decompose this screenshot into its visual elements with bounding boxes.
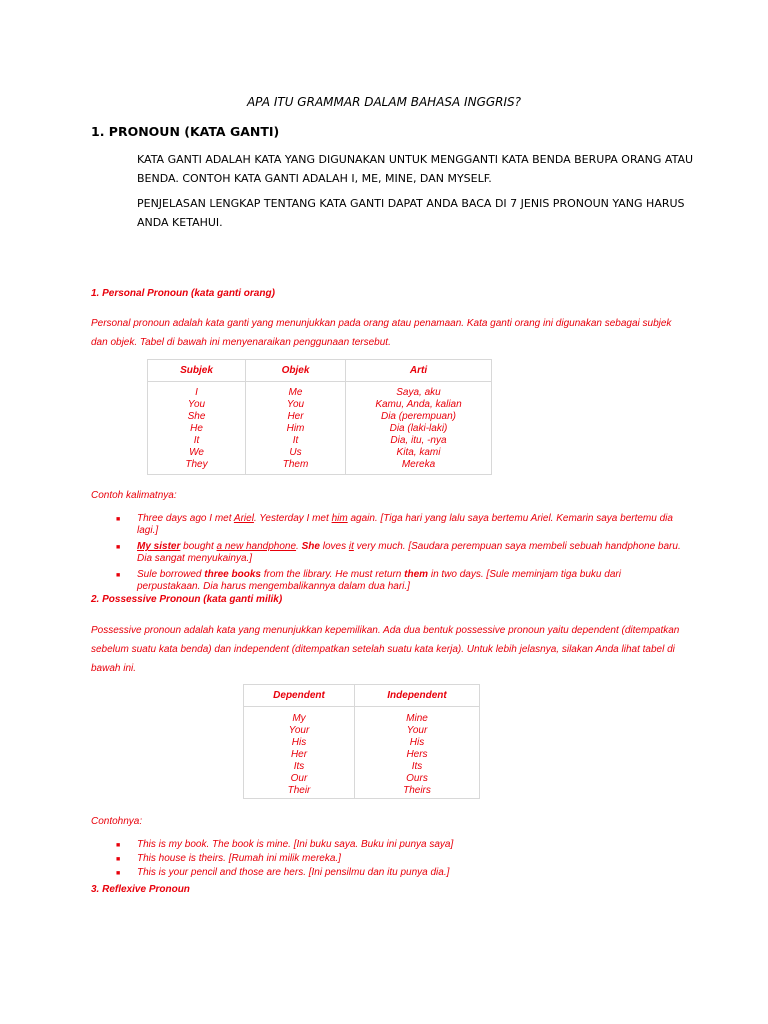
personal-pronoun-table [147,359,492,475]
examples-label: Contohnya: [91,816,143,827]
personal-examples-list [116,513,685,593]
possessive-pronoun-description: Possessive pronoun adalah kata yang menunjukkan kepemilikan. Ada dua bentuk possessive pronoun yaitu dependent (ditempatkan sebelum suatu kata benda) dan independent (ditempatkan setelah suatu kata kerja). Untuk lebih jelasnya, silakan Anda lihat tabel di bawah ini. [91,625,680,674]
personal-pronoun-description: Personal pronoun adalah kata ganti yang menunjukkan pada orang atau penamaan. Kata ganti orang ini digunakan sebagai subjek dan objek. Tabel di bawah ini menyenaraikan penggunaan tersebut. [91,318,672,348]
table-header: Dependent [244,685,355,707]
list-item: ■ Sule borrowed three books from the library. He must return them in two days. [Sule meminjam tiga buku dari perpustakaan. Dia harus mengembalikannya dalam dua hari.] [116,569,621,592]
bullet-icon: ■ [116,842,121,849]
table-cell-dependent: My Your His Her Its Our Their [244,707,355,799]
section-heading-pronoun: 1. PRONOUN (KATA GANTI) [91,124,280,139]
list-item: ■ Three days ago I met Ariel. Yesterday I met him again. [Tiga hari yang lalu saya bertemu Ariel. Kemarin saya bertemu dia lagi.] [116,513,673,536]
bullet-icon: ■ [116,572,121,579]
possessive-examples-list [116,839,685,879]
personal-pronoun-heading: 1. Personal Pronoun (kata ganti orang) [91,288,275,299]
list-item: ■ My sister bought a new handphone. She loves it very much. [Saudara perempuan saya membeli sebuah handphone baru. Dia sangat menyukainya.] [116,541,681,564]
bullet-icon: ■ [116,870,121,877]
bullet-icon: ■ [116,516,121,523]
table-cell-subjek: I You She He It We They [148,382,246,475]
possessive-pronoun-table [243,684,480,799]
table-cell-arti: Saya, aku Kamu, Anda, kalian Dia (perempuan) Dia (laki-laki) Dia, itu, -nya Kita, kami Mereka [346,382,492,475]
bullet-icon: ■ [116,856,121,863]
table-header: Subjek [148,360,246,382]
examples-label: Contoh kalimatnya: [91,490,177,501]
table-cell-independent: Mine Your His Hers Its Ours Theirs [355,707,480,799]
intro-paragraph: KATA GANTI ADALAH KATA YANG DIGUNAKAN UNTUK MENGGANTI KATA BENDA BERUPA ORANG ATAU BENDA. CONTOH KATA GANTI ADALAH I, ME, MINE, DAN MYSELF. [137,153,694,185]
table-header: Arti [346,360,492,382]
list-item: ■ This house is theirs. [Rumah ini milik mereka.] [116,853,341,864]
table-header: Independent [355,685,480,707]
list-item: ■ This is my book. The book is mine. [Ini buku saya. Buku ini punya saya] [116,839,454,850]
reference-paragraph: PENJELASAN LENGKAP TENTANG KATA GANTI DAPAT ANDA BACA DI 7 JENIS PRONOUN YANG HARUS ANDA KETAHUI. [137,197,685,229]
list-item: ■ This is your pencil and those are hers. [Ini pensilmu dan itu punya dia.] [116,867,450,878]
bullet-icon: ■ [116,544,121,551]
reflexive-pronoun-heading: 3. Reflexive Pronoun [91,884,190,895]
table-header: Objek [246,360,346,382]
table-cell-objek: Me You Her Him It Us Them [246,382,346,475]
page-title: APA ITU GRAMMAR DALAM BAHASA INGGRIS? [246,95,522,109]
possessive-pronoun-heading: 2. Possessive Pronoun (kata ganti milik) [91,594,283,605]
